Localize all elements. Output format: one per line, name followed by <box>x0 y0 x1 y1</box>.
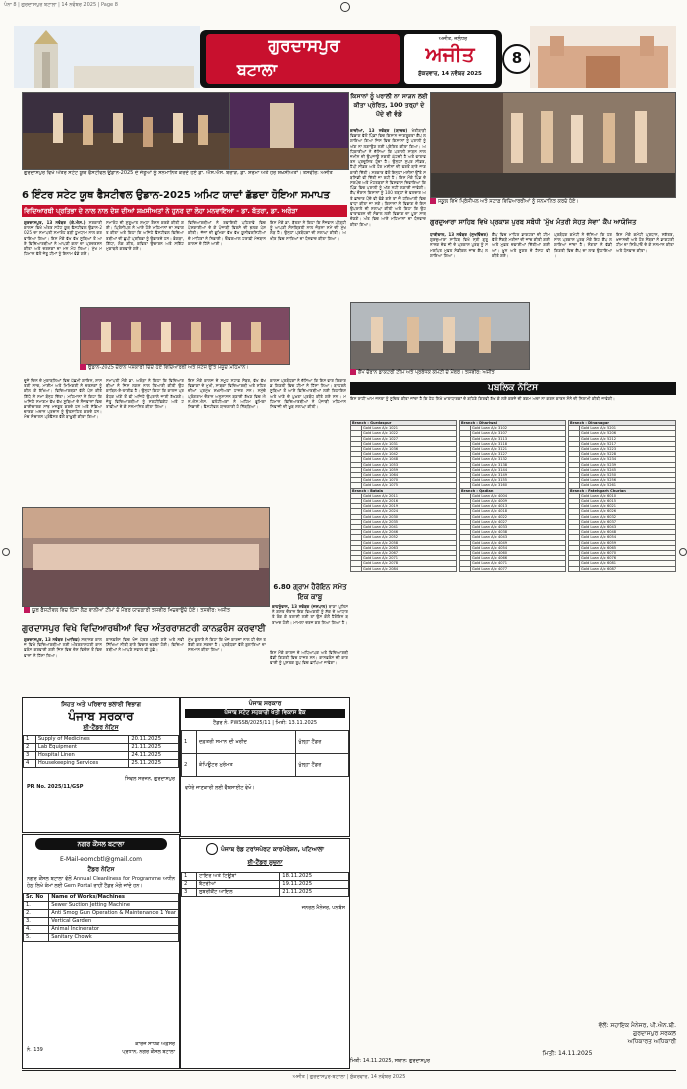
story4-body: ਕਾਹਨੂੰਵਾਨ, 13 ਨਵੰਬਰ (ਜਸਪਾਲ) ਥਾਣਾ ਪੁਲਿਸ ਨੇ ਗਸ਼ਤ ਦੌਰਾਨ ਇਕ ਵਿਅਕਤੀ ਨੂੰ ਸ਼ੱਕ ਦੇ ਆਧਾਰ ਤੇ ਰੋਕ ਕੇ ਤਲਾਸ਼ੀ ਲਈ ਤਾਂ ਉਸ ਕੋਲੋਂ ਹੈਰੋਇਨ ਬਰਾਮਦ ਹੋਈ। ਮਾਮਲਾ ਦਰਜ ਕਰ ਲਿਆ ਗਿਆ ਹੈ। <box>272 604 348 625</box>
table-cell-account: Gold Loan A/c 4033 <box>471 525 566 530</box>
top-strip: ਪੰਨਾ 8 | ਗੁਰਦਾਸਪੁਰ ਬਟਾਲਾ | 14 ਨਵੰਬਰ 2025 | Page 8 <box>4 2 118 8</box>
story5-col-3: ਪ੍ਰਬੰਧਕ ਕਮੇਟੀ ਨੇ ਦੱਸਿਆ ਕਿ ਹਰ ਸਾਲ ਪ੍ਰਕਾਸ਼ ਪੁਰਬ ਮੌਕੇ ਇਹ ਕੈਂਪ ਲਗਾਇਆ ਜਾਂਦਾ ਹੈ। ਸੰਗਤਾਂ ਨੇ ਵੱਡੀ ਗਿਣਤੀ ਵਿਚ ਕੈਂਪ ਦਾ ਲਾਭ ਉਠਾਇਆ। <box>554 232 612 258</box>
story2-col-3: ਮੁੱਖ ਬੁਲਾਰੇ ਨੇ ਕਿਹਾ ਕਿ ਖੋਜ ਕਾਰਜਾਂ ਨਾਲ ਹੀ ਦੇਸ਼ ਤਰੱਕੀ ਕਰ ਸਕਦਾ ਹੈ। ਪ੍ਰਬੰਧਕਾਂ ਵੱਲੋਂ ਬੁਲਾਰਿਆਂ ਦਾ ਸਨਮਾਨ ਕੀਤਾ ਗਿਆ। <box>188 637 266 653</box>
table-cell-account: Gold Loan A/c 3118 <box>471 441 566 446</box>
table-cell-account: Gold Loan A/c 2016 <box>362 499 457 504</box>
story5-top-caption-text: ਸਕੂਲ ਵਿਖੇ ਪ੍ਰਿੰਸੀਪਲ ਅਤੇ ਸਟਾਫ਼ ਵਿਦਿਆਰਥੀਆਂ ਨੂੰ ਸਨਮਾਨਿਤ ਕਰਦੇ ਹੋਏ। <box>438 198 579 205</box>
lead-dateline: ਗੁਰਦਾਸਪੁਰ, 13 ਨਵੰਬਰ (ਕੇ.ਐਸ.) <box>24 220 86 225</box>
footer-strip: ਅਜੀਤ | ਗੁਰਦਾਸਪੁਰ-ਬਟਾਲਾ | ਸ਼ੁੱਕਰਵਾਰ, 14 ਨਵੰਬਰ 2025 <box>292 1074 406 1080</box>
story2-col-1: ਗੁਰਦਾਸਪੁਰ, 13 ਨਵੰਬਰ (ਆਰਿਫ਼) ਸਥਾਨਕ ਕਾਲਜ ਵਿਖੇ ਵਿਦਿਆਰਥੀਆਂ ਲਈ ਅੰਤਰਰਾਸ਼ਟਰੀ ਕਾਨਫ਼ਰੰਸ ਕਰਵਾਈ ਗਈ ਜਿਸ ਵਿਚ ਦੇਸ਼ ਵਿਦੇਸ਼ ਤੋਂ ਵਿਦਵਾਨਾਂ ਨੇ ਹਿੱਸਾ ਲਿਆ। <box>24 637 102 658</box>
table-cell-account: Gold Loan A/c 3127 <box>471 452 566 457</box>
table-cell-account: Gold Loan A/c 6081 <box>580 561 676 566</box>
table-row: 5. Sanitary Chowk <box>24 934 179 942</box>
public-notice-table-a <box>350 420 457 572</box>
table-row: 1 Supply of Medicines 20.11.2025 <box>24 736 179 744</box>
table-cell-account: Gold Loan A/c 2078 <box>362 561 457 566</box>
story2-col-4: ਇਸ ਮੌਕੇ ਕਾਲਜ ਦੇ ਅਧਿਆਪਕ ਅਤੇ ਵਿਦਿਆਰਥੀ ਵੱਡੀ ਗਿਣਤੀ ਵਿਚ ਹਾਜ਼ਰ ਸਨ। ਕਾਨਫ਼ਰੰਸ ਦੀ ਕਾਰਵਾਈ ਨੂੰ ਪੁਸਤਕ ਰੂਪ ਵਿਚ ਛਾਪਿਆ ਜਾਵੇਗਾ। <box>270 650 348 666</box>
table-cell-account: Gold Loan A/c 1027 <box>362 436 457 441</box>
table-row <box>460 566 566 571</box>
ad-municipal-memo: ਨੰ. 139 <box>27 1047 43 1053</box>
story4-headline: 6.80 ਗ੍ਰਾਮ ਹੈਰੋਇਨ ਸਮੇਤ ਇਕ ਕਾਬੂ <box>273 583 347 601</box>
story4-dateline: ਕਾਹਨੂੰਵਾਨ, 13 ਨਵੰਬਰ (ਜਸਪਾਲ) <box>272 604 328 609</box>
table-row: 1 ਦਫ਼ਤਰੀ ਸਮਾਨ ਦੀ ਖ਼ਰੀਦ ਖੁੱਲ੍ਹਾ ਟੈਂਡਰ <box>182 731 349 754</box>
ad-coop-line: ਟੈਂਡਰ ਨੰ. PWSSB/2025/11 | ਮਿਤੀ: 13.11.2025 <box>212 720 317 726</box>
table-cell-account: Gold Loan A/c 2067 <box>362 551 457 556</box>
table-cell-account: Gold Loan A/c 2058 <box>362 540 457 545</box>
table-cell-account: Gold Loan A/c 5261 <box>580 483 676 488</box>
table-cell-account: Gold Loan A/c 3113 <box>471 436 566 441</box>
table-cell-account: Gold Loan A/c 1070 <box>362 478 457 483</box>
table-cell-account: Gold Loan A/c 3121 <box>471 447 566 452</box>
registration-mark-icon <box>340 2 350 12</box>
lead-photo-2 <box>229 92 349 170</box>
ad-coop-top: ਪੰਜਾਬ ਸਰਕਾਰ <box>248 700 282 707</box>
ad-health-title: ਪੰਜਾਬ ਸਰਕਾਰ <box>68 709 134 723</box>
table-cell-account: Gold Loan A/c 1022 <box>362 431 457 436</box>
story5-camp-caption <box>350 369 528 381</box>
table-cell-account: Branch : Fatehgarh Churian <box>569 488 676 493</box>
lead-col-3: ਵਿਦਿਆਰਥੀਆਂ ਨੇ ਰਵਾਇਤੀ ਪਹਿਰਾਵੇ ਵਿਚ ਪੇਸ਼ਕਾਰੀਆਂ ਦੇ ਕੇ ਪੰਜਾਬੀ ਵਿਰਸੇ ਦੀ ਝਲਕ ਪੇਸ਼ ਕੀਤੀ। ਜੱਜਾਂ ਦੀ ਭੂਮਿਕਾ ਵੱਖ ਵੱਖ ਯੂਨੀਵਰਸਿਟੀਆਂ ਦੇ ਮਾਹਿਰਾਂ ਨੇ ਨਿਭਾਈ। ਓਵਰਆਲ ਟਰਾਫ਼ੀ ਮੇਜ਼ਬਾਨ ਕਾਲਜ ਦੇ ਹਿੱਸੇ ਆਈ। <box>188 220 266 246</box>
lead-col-6: ਸਮਾਪਤੀ ਮੌਕੇ ਡਾ. ਅਰੋੜਾ ਨੇ ਕਿਹਾ ਕਿ ਵਿਦਿਆਰਥੀਆਂ ਨੇ ਜਿਸ ਲਗਨ ਨਾਲ ਤਿਆਰੀ ਕੀਤੀ ਉਹ ਕਾਬਿਲ-ਏ-ਤਾਰੀਫ਼ ਹੈ। ਉਨ੍ਹਾਂ ਕਿਹਾ ਕਿ ਕਾਲਜ ਪ੍ਰਬੰਧਕ ਅੱਗੇ ਤੋਂ ਵੀ ਅਜਿਹੇ ਉਪਰਾਲੇ ਜਾਰੀ ਰੱਖਣਗੇ। ਜੇਤੂ ਵਿਦਿਆਰਥੀਆਂ ਨੂੰ ਸਰਟੀਫਿਕੇਟ ਅਤੇ ਟਰਾਫ਼ੀਆਂ ਦੇ ਕੇ ਸਨਮਾਨਿਤ ਕੀਤਾ ਗਿਆ। <box>106 378 184 410</box>
masthead-city-bottom: ਬਟਾਲਾ <box>236 60 278 79</box>
ad-municipal-sign-right: ਪ੍ਰਧਾਨ, ਨਗਰ ਕੌਂਸਲ ਬਟਾਲਾ <box>122 1049 175 1055</box>
table-cell-account: Gold Loan A/c 3144 <box>471 467 566 472</box>
lead-inner-caption-text: ਉਡਾਨ-2025 ਦੌਰਾਨ ਪੇਸ਼ਕਾਰੀ ਦਿੰਦੇ ਹੋਏ ਵਿਦਿਆਰਥੀ ਅਤੇ ਸਟੇਜ ਉੱਤੇ ਮੌਜੂਦ ਮਹਿਮਾਨ। <box>88 364 249 371</box>
table-cell-account: Gold Loan A/c 1059 <box>362 467 457 472</box>
table-cell-account: Branch : Dhariwal <box>460 421 566 426</box>
story5-col-1: ਧਾਰੀਵਾਲ, 13 ਨਵੰਬਰ (ਸੁਖਵਿੰਦਰ) ਗੁਰਦੁਆਰਾ ਸਾਹਿਬ ਵਿਖੇ ਸ੍ਰੀ ਗੁਰੂ ਨਾਨਕ ਦੇਵ ਜੀ ਦੇ ਪ੍ਰਕਾਸ਼ ਪੁਰਬ ਨੂੰ ਸਮਰਪਿਤ ਮੁਫ਼ਤ ਮੈਡੀਕਲ ਜਾਂਚ ਕੈਂਪ ਲਗਾਇਆ ਗਿਆ। <box>430 232 488 258</box>
ad-prtc-sub: ਈ-ਟੈਂਡਰ ਸੂਚਨਾ <box>247 859 283 866</box>
ad-health-dept <box>22 697 180 833</box>
story5-camp-caption-text: ਕੈਂਪ ਦੌਰਾਨ ਡਾਕਟਰੀ ਟੀਮ ਅਤੇ ਪ੍ਰਬੰਧਕ ਕਮੇਟੀ ਦੇ ਮੈਂਬਰ। ਤਸਵੀਰ: ਅਜੀਤ <box>358 369 495 376</box>
table-row: 1 ਟਾਇਰ ਅਤੇ ਟਿਊਬਾਂ 18.11.2025 <box>182 873 349 881</box>
table-row: 4. Animal Incinerator <box>24 926 179 934</box>
story5-top-photo <box>430 92 676 198</box>
table-cell-account: Gold Loan A/c 4004 <box>471 493 566 498</box>
table-cell-account: Gold Loan A/c 6043 <box>580 525 676 530</box>
caption-marker-icon <box>430 198 436 204</box>
ad-health-table <box>23 735 179 768</box>
table-cell-account: Gold Loan A/c 3107 <box>471 431 566 436</box>
ad-coop-title: ਪੰਜਾਬ ਸਟੇਟ ਸਹਕਾਰੀ ਖੇਤੀ ਵਿਕਾਸ ਬੈਂਕ <box>185 709 345 718</box>
story3-body: ਕਾਦੀਆਂ, 13 ਨਵੰਬਰ (ਯਾਦਵ) ਖੇਤੀਬਾੜੀ ਵਿਭਾਗ ਵੱਲੋਂ ਪਿੰਡਾਂ ਵਿਚ ਕਿਸਾਨ ਜਾਗਰੂਕਤਾ ਕੈਂਪ ਲਗਾਇਆ ਗਿਆ ਜਿਸ ਵਿਚ ਕਿਸਾਨਾਂ ਨੂੰ ਪਰਾਲੀ ਨੂੰ ਅੱਗ ਨਾ ਲਗਾਉਣ ਲਈ ਪ੍ਰੇਰਿਤ ਕੀਤਾ ਗਿਆ। ਅਧਿਕਾਰੀਆਂ ਨੇ ਦੱਸਿਆ ਕਿ ਪਰਾਲੀ ਸਾੜਨ ਨਾਲ ਜ਼ਮੀਨ ਦੀ ਉਪਜਾਊ ਸ਼ਕਤੀ ਘੱਟਦੀ ਹੈ ਅਤੇ ਵਾਤਾਵਰਨ ਪ੍ਰਦੂਸ਼ਿਤ ਹੁੰਦਾ ਹੈ। ਉਨ੍ਹਾਂ ਸੁਪਰ ਸੀਡਰ, ਹੈਪੀ ਸੀਡਰ ਅਤੇ ਹੋਰ ਮਸ਼ੀਨਾਂ ਦੀ ਵਰਤੋਂ ਬਾਰੇ ਜਾਣਕਾਰੀ ਦਿੱਤੀ। ਸਰਕਾਰ ਵੱਲੋਂ ਇਨ੍ਹਾਂ ਮਸ਼ੀਨਾਂ ਉੱਤੇ ਸਬਸਿਡੀ ਵੀ ਦਿੱਤੀ ਜਾ ਰਹੀ ਹੈ। ਇਸ ਮੌਕੇ ਪਿੰਡ ਦੇ ਸਰਪੰਚ ਅਤੇ ਮੋਹਤਬਰਾਂ ਨੇ ਵਿਸ਼ਵਾਸ ਦਿਵਾਇਆ ਕਿ ਪਿੰਡ ਵਿਚ ਪਰਾਲੀ ਨੂੰ ਅੱਗ ਨਹੀਂ ਲਗਾਈ ਜਾਵੇਗੀ। ਕੈਂਪ ਦੌਰਾਨ ਕਿਸਾਨਾਂ ਨੂੰ 100 ਤਰ੍ਹਾਂ ਦੇ ਫਲਦਾਰ ਅਤੇ ਛਾਂਦਾਰ ਪੌਦੇ ਵੀ ਵੰਡੇ ਗਏ ਤਾਂ ਜੋ ਹਰਿਆਲੀ ਵਿਚ ਵਾਧਾ ਕੀਤਾ ਜਾ ਸਕੇ। ਕਿਸਾਨਾਂ ਨੇ ਵਿਭਾਗ ਦੇ ਇਸ ਉਪਰਾਲੇ ਦੀ ਸ਼ਲਾਘਾ ਕੀਤੀ ਅਤੇ ਕਿਹਾ ਕਿ ਉਹ ਵਾਤਾਵਰਨ ਦੀ ਸੰਭਾਲ ਲਈ ਵਿਭਾਗ ਦਾ ਪੂਰਾ ਸਾਥ ਦੇਣਗੇ। ਅੰਤ ਵਿਚ ਆਏ ਮਹਿਮਾਨਾਂ ਦਾ ਧੰਨਵਾਦ ਕੀਤਾ ਗਿਆ। <box>350 128 426 227</box>
public-notice-title: ਪਬਲਿਕ ਨੋਟਿਸ <box>488 383 538 393</box>
table-cell-account: Gold Loan A/c 1031 <box>362 441 457 446</box>
table-cell-account: Gold Loan A/c 5212 <box>580 436 676 441</box>
story3-headline: ਕਿਸਾਨਾਂ ਨੂੰ ਪਰਾਲੀ ਨਾ ਸਾੜਨ ਲਈ ਕੀਤਾ ਪ੍ਰੇਰਿਤ, 100 ਤਰ੍ਹਾਂ ਦੇ ਪੌਦੇ ਵੀ ਵੰਡੇ <box>350 93 428 118</box>
table-cell-account: Gold Loan A/c 2046 <box>362 530 457 535</box>
table-cell-account: Gold Loan A/c 6054 <box>580 535 676 540</box>
ad-municipal-table <box>23 893 179 942</box>
table-cell-account: Gold Loan A/c 4043 <box>471 535 566 540</box>
table-cell-account: Gold Loan A/c 5234 <box>580 457 676 462</box>
story5-dateline: ਧਾਰੀਵਾਲ, 13 ਨਵੰਬਰ (ਸੁਖਵਿੰਦਰ) <box>430 232 488 237</box>
bottom-rule <box>22 1070 676 1071</box>
table-cell-account: Gold Loan A/c 5201 <box>580 426 676 431</box>
story5-top-caption <box>430 198 674 212</box>
table-cell-account: Gold Loan A/c 6048 <box>580 530 676 535</box>
table-cell-account: Gold Loan A/c 4027 <box>471 519 566 524</box>
ad-municipal-tender <box>22 834 180 1069</box>
table-cell-account: Gold Loan A/c 3149 <box>471 473 566 478</box>
table-row: 3 ਲੁਬਰੀਕੈਂਟ ਆਇਲ 21.11.2025 <box>182 889 349 897</box>
ad-municipal-intro: ਨਗਰ ਕੌਂਸਲ ਬਟਾਲਾ ਵੱਲੋਂ Annual Cleanliness for Programme ਅਧੀਨ ਹੇਠ ਲਿਖੇ ਕੰਮਾਂ ਲਈ Gem Portal ਰਾਹੀਂ ਟੈਂਡਰ ਮੰਗੇ ਜਾਂਦੇ ਹਨ। <box>27 876 175 889</box>
ad-municipal-title: ਨਗਰ ਕੌਂਸਲ ਬਟਾਲਾ <box>35 838 167 850</box>
table-row <box>351 566 457 571</box>
masthead-right-illustration <box>530 26 676 88</box>
lead-col-8: ਕਾਲਜ ਪ੍ਰਬੰਧਕਾਂ ਨੇ ਦੱਸਿਆ ਕਿ ਇਸ ਵਾਰ ਰਿਕਾਰਡ ਗਿਣਤੀ ਵਿਚ ਟੀਮਾਂ ਨੇ ਹਿੱਸਾ ਲਿਆ। ਬਾਹਰਲੇ ਸੂਬਿਆਂ ਤੋਂ ਆਏ ਵਿਦਿਆਰਥੀਆਂ ਲਈ ਰਿਹਾਇਸ਼ ਅਤੇ ਖਾਣੇ ਦੇ ਪੁਖ਼ਤਾ ਪ੍ਰਬੰਧ ਕੀਤੇ ਗਏ ਸਨ। ਮਹਿਮਾਨ ਵਿਦਿਆਰਥੀਆਂ ਨੇ ਪੰਜਾਬੀ ਮਹਿਮਾਨ ਨਿਵਾਜ਼ੀ ਦੀ ਖੂਬ ਸ਼ਲਾਘਾ ਕੀਤੀ। <box>270 378 346 410</box>
public-notice-signature: ਅਧਿਕਾਰਤ ਅਧਿਕਾਰੀ <box>627 1038 676 1045</box>
emblem-icon <box>206 843 218 855</box>
table-cell-account: Gold Loan A/c 2041 <box>362 525 457 530</box>
ad-coop-table <box>181 730 349 777</box>
notice-sign-line1: ਵੱਲੋਂ: ਸਹਾਇਕ ਮੈਨੇਜਰ, ਪੀ.ਐਨ.ਬੀ. <box>598 1022 676 1029</box>
table-cell-account: Gold Loan A/c 4049 <box>471 540 566 545</box>
table-row: 3. Vertical Garden <box>24 918 179 926</box>
table-cell-account: Gold Loan A/c 6010 <box>580 493 676 498</box>
public-notice-col-c <box>568 420 676 1018</box>
table-cell-account: Gold Loan A/c 6037 <box>580 519 676 524</box>
public-notice-col-a <box>350 420 457 1018</box>
table-cell-account: Gold Loan A/c 4018 <box>471 509 566 514</box>
table-cell-account: Branch : Gurdaspur <box>351 421 457 426</box>
table-cell-account: Gold Loan A/c 4038 <box>471 530 566 535</box>
table-cell-account: Gold Loan A/c 3155 <box>471 478 566 483</box>
story5-camp-photo <box>350 302 530 370</box>
public-notice-col-b <box>459 420 566 1018</box>
table-cell-account: Gold Loan A/c 5228 <box>580 452 676 457</box>
table-cell-account: Gold Loan A/c 6087 <box>580 566 676 571</box>
table-cell-index <box>351 566 362 571</box>
public-notice-intro: ਇਸ ਰਾਹੀਂ ਆਮ ਜਨਤਾ ਨੂੰ ਸੂਚਿਤ ਕੀਤਾ ਜਾਂਦਾ ਹੈ ਕਿ ਹੇਠ ਲਿਖੇ ਖ਼ਾਤਾਧਾਰਕਾਂ ਦੇ ਗਹਿਣੇ ਗਿਰਵੀ ਰੱਖ ਕੇ ਲਏ ਕਰਜ਼ੇ ਦੀ ਰਕਮ ਅਦਾ ਨਾ ਕਰਨ ਕਾਰਨ ਸੋਨੇ ਦੀ ਨਿਲਾਮੀ ਕੀਤੀ ਜਾਵੇਗੀ। <box>350 396 615 401</box>
table-row: 2 ਕੰਪਿਊਟਰ ਮੁਰੰਮਤ ਖੁੱਲ੍ਹਾ ਟੈਂਡਰ <box>182 754 349 777</box>
table-row: 3 Hospital Linen 24.11.2025 <box>24 752 179 760</box>
table-row: 2. Anti Smog Gun Operation & Maintenance 1 Year <box>24 910 179 918</box>
table-cell-account: Gold Loan A/c 2019 <box>362 504 457 509</box>
table-cell-account: Gold Loan A/c 4077 <box>471 566 566 571</box>
masthead-city-top: ਗੁਰਦਾਸਪੁਰ <box>268 36 340 56</box>
ad-coop-note: ਵਧੇਰੇ ਜਾਣਕਾਰੀ ਲਈ ਵੈੱਬਸਾਈਟ ਵੇਖੋ। <box>185 785 255 791</box>
table-cell-account: Gold Loan A/c 2035 <box>362 519 457 524</box>
lead-col-2: ਸਮਾਰੋਹ ਦੀ ਸ਼ੁਰੂਆਤ ਸ਼ਮ੍ਹਾ ਰੌਸ਼ਨ ਕਰਕੇ ਕੀਤੀ ਗਈ। ਪ੍ਰਿੰਸੀਪਲ ਨੇ ਆਏ ਹੋਏ ਮਹਿਮਾਨਾਂ ਦਾ ਸਵਾਗਤ ਕੀਤਾ ਅਤੇ ਕਿਹਾ ਕਿ ਅਜਿਹੇ ਫੈਸਟੀਵਲ ਵਿਦਿਆਰਥੀਆਂ ਦੀ ਛੁਪੀ ਪ੍ਰਤਿਭਾ ਨੂੰ ਉਭਾਰਦੇ ਹਨ। ਭੰਗੜਾ, ਗਿੱਧਾ, ਲੋਕ ਗੀਤ, ਕਵਿਤਾ ਉਚਾਰਨ ਅਤੇ ਸਕਿੱਟ ਮੁਕਾਬਲੇ ਕਰਵਾਏ ਗਏ। <box>106 220 184 252</box>
table-cell-account: Gold Loan A/c 3102 <box>471 426 566 431</box>
table-cell-account: Gold Loan A/c 1036 <box>362 447 457 452</box>
notice-sign-line2: ਗੁਰਦਾਸਪੁਰ ਸਰਕਲ <box>633 1030 676 1037</box>
ad-coop-bank <box>180 697 350 837</box>
story2-col-2: ਕਾਨਫ਼ਰੰਸ ਵਿਚ ਖੋਜ ਪੱਤਰ ਪੜ੍ਹੇ ਗਏ ਅਤੇ ਨਵੀਂ ਸਿੱਖਿਆ ਨੀਤੀ ਬਾਰੇ ਵਿਚਾਰ ਚਰਚਾ ਹੋਈ। ਵਿਦਿਆਰਥੀਆਂ ਨੇ ਆਪਣੇ ਸਵਾਲ ਵੀ ਪੁੱਛੇ। <box>106 637 184 653</box>
table-cell-account: Gold Loan A/c 5256 <box>580 478 676 483</box>
ad-municipal-heading: ਟੈਂਡਰ ਨੋਟਿਸ <box>87 866 115 873</box>
lead-kicker: 6 <box>22 190 29 201</box>
table-cell-account: Branch : Qadian <box>460 488 566 493</box>
lead-inner-photo <box>80 307 290 365</box>
table-cell-account: Gold Loan A/c 4060 <box>471 551 566 556</box>
ad-health-footer: ਸਿਵਲ ਸਰਜਨ, ਗੁਰਦਾਸਪੁਰ <box>124 776 175 782</box>
lead-inner-caption <box>80 364 346 376</box>
caption-marker-icon <box>24 607 30 613</box>
lead-photo-1 <box>22 92 230 170</box>
table-cell-account: Gold Loan A/c 2052 <box>362 535 457 540</box>
table-cell-account: Gold Loan A/c 1042 <box>362 452 457 457</box>
ad-prtc-title: ਪੰਜਾਬ ਰੋਡ ਟਰਾਂਸਪੋਰਟ ਕਾਰਪੋਰੇਸ਼ਨ, ਪਟਿਆਲਾ <box>220 845 324 853</box>
public-notice-footer: ਮਿਤੀ: 14.11.2025, ਸਥਾਨ: ਗੁਰਦਾਸਪੁਰ <box>350 1058 430 1064</box>
table-cell-index <box>569 566 580 571</box>
table-header: Sr. No Name of Works/Machines <box>24 894 179 902</box>
table-row: 2 Lab Equipment 21.11.2025 <box>24 744 179 752</box>
page-number: 8 <box>511 49 523 67</box>
table-cell-account: Gold Loan A/c 6021 <box>580 504 676 509</box>
table-cell-account: Gold Loan A/c 5206 <box>580 431 676 436</box>
table-cell-account: Gold Loan A/c 3160 <box>471 483 566 488</box>
table-cell-account: Gold Loan A/c 4009 <box>471 499 566 504</box>
public-notice-table-b <box>459 420 566 572</box>
table-cell-account: Branch : Dinanagar <box>569 421 676 426</box>
caption-marker-icon <box>80 364 86 370</box>
table-cell-account: Gold Loan A/c 6026 <box>580 509 676 514</box>
table-cell-account: Gold Loan A/c 2024 <box>362 509 457 514</box>
table-cell-account: Gold Loan A/c 1075 <box>362 483 457 488</box>
table-cell-account: Gold Loan A/c 3132 <box>471 457 566 462</box>
ad-prtc-footer: ਜਨਰਲ ਮੈਨੇਜਰ, ਪਨਬੱਸ <box>301 905 345 911</box>
ad-health-ref: PR No. 2025/11/GSP <box>27 784 84 790</box>
table-cell-account: Gold Loan A/c 1053 <box>362 462 457 467</box>
ad-health-top-line: ਸਿਹਤ ਅਤੇ ਪਰਿਵਾਰ ਭਲਾਈ ਵਿਭਾਗ <box>61 701 141 708</box>
lead-subhead: ਵਿਦਿਆਰਥੀ ਪ੍ਰਤਿਭਾ ਦੇ ਨਾਲ ਨਾਲ ਦੇਸ਼ ਦੀਆਂ ਸ਼ਖ਼ਸੀਅਤਾਂ ਨੇ ਹੁਨਰ ਦਾ ਲੋਹਾ ਮਨਵਾਇਆ - ਡਾ. ਬੱਤਰਾ, ਡਾ. ਅਰੋੜਾ <box>24 207 298 215</box>
lead-group-photo <box>22 507 270 607</box>
table-cell-account: Gold Loan A/c 2030 <box>362 514 457 519</box>
ad-municipal-sign-left: ਕਾਰਜ ਸਾਧਕ ਅਫ਼ਸਰ <box>135 1041 175 1047</box>
table-cell-account: Gold Loan A/c 6070 <box>580 551 676 556</box>
table-cell-account: Gold Loan A/c 5223 <box>580 447 676 452</box>
lead-photo-caption: ਗੁਰਦਾਸਪੁਰ ਵਿਖੇ ਅੰਤਰ ਸਟੇਟ ਯੂਥ ਫੈਸਟੀਵਲ ਉਡਾਨ-2025 ਦੇ ਜੇਤੂਆਂ ਨੂੰ ਸਨਮਾਨਿਤ ਕਰਦੇ ਹੋਏ ਡਾ. ਐਸ.ਐਸ. ਬਰਾੜ, ਡਾ. ਸ਼ਰਮਾ ਅਤੇ ਹੋਰ ਸ਼ਖ਼ਸੀਅਤਾਂ। ਤਸਵੀਰ: ਅਜੀਤ <box>24 170 333 176</box>
table-cell-account: Gold Loan A/c 6065 <box>580 545 676 550</box>
public-notice-table-c <box>568 420 676 572</box>
table-cell-account: Gold Loan A/c 4013 <box>471 504 566 509</box>
table-cell-index <box>460 566 471 571</box>
table-cell-account: Gold Loan A/c 4054 <box>471 545 566 550</box>
registration-mark-icon <box>679 548 687 556</box>
table-cell-account: Gold Loan A/c 6015 <box>580 499 676 504</box>
story5-col-2: ਕੈਂਪ ਵਿਚ ਮਾਹਿਰ ਡਾਕਟਰਾਂ ਦੀ ਟੀਮ ਵੱਲੋਂ ਸੈਂਕੜੇ ਮਰੀਜ਼ਾਂ ਦੀ ਜਾਂਚ ਕੀਤੀ ਗਈ ਅਤੇ ਮੁਫ਼ਤ ਦਵਾਈਆਂ ਦਿੱਤੀਆਂ ਗਈਆਂ। ਖ਼ੂਨ ਅਤੇ ਸ਼ੂਗਰ ਦੇ ਟੈਸਟ ਵੀ ਕੀਤੇ ਗਏ। <box>492 232 550 258</box>
table-cell-account: Gold Loan A/c 4022 <box>471 514 566 519</box>
table-cell-account: Branch : Batala <box>351 488 457 493</box>
table-row: 1. Sewer Suction Jetting Machine <box>24 902 179 910</box>
lead-col-5: ਦੂਜੇ ਦਿਨ ਦੇ ਮੁਕਾਬਲਿਆਂ ਵਿਚ ਪੱਛਮੀ ਗਾਇਨ, ਸ਼ਾਸਤਰੀ ਨਾਚ, ਮਾਈਮ ਅਤੇ ਮਿਮਿਕਰੀ ਨੇ ਦਰਸ਼ਕਾਂ ਨੂੰ ਕੀਲ ਕੇ ਰੱਖਿਆ। ਵਿਦਿਆਰਥਣਾਂ ਵੱਲੋਂ ਪੇਸ਼ ਕੀਤੇ ਗਿੱਧੇ ਨੇ ਸਮਾਂ ਬੰਨ੍ਹ ਦਿੱਤਾ। ਮਹਿਮਾਨਾਂ ਨੇ ਕਿਹਾ ਕਿ ਅਜਿਹੇ ਸਮਾਗਮ ਵੱਖ ਵੱਖ ਸੂਬਿਆਂ ਦੇ ਨੌਜਵਾਨਾਂ ਵਿਚ ਭਾਈਚਾਰਕ ਸਾਂਝ ਮਜ਼ਬੂਤ ਕਰਦੇ ਹਨ ਅਤੇ ਸੱਭਿਆਚਾਰਕ ਅਦਾਨ ਪ੍ਰਦਾਨ ਨੂੰ ਉਤਸ਼ਾਹਿਤ ਕਰਦੇ ਹਨ। ਮੰਚ ਸੰਚਾਲਨ ਪ੍ਰੋਫੈਸਰ ਵੱਲੋਂ ਬਾਖ਼ੂਬੀ ਕੀਤਾ ਗਿਆ। <box>24 378 102 420</box>
lead-col-1: ਗੁਰਦਾਸਪੁਰ, 13 ਨਵੰਬਰ (ਕੇ.ਐਸ.) ਸਰਕਾਰੀ ਕਾਲਜ ਵਿਖੇ ਅੰਤਰ ਸਟੇਟ ਯੂਥ ਫੈਸਟੀਵਲ ਉਡਾਨ-2025 ਦਾ ਸਮਾਪਤੀ ਸਮਾਰੋਹ ਬੜੀ ਧੂਮਧਾਮ ਨਾਲ ਕਰਵਾਇਆ ਗਿਆ। ਇਸ ਮੌਕੇ ਵੱਖ ਵੱਖ ਸੂਬਿਆਂ ਤੋਂ ਆਏ ਵਿਦਿਆਰਥੀਆਂ ਨੇ ਆਪਣੀ ਕਲਾ ਦਾ ਪ੍ਰਦਰਸ਼ਨ ਕੀਤਾ ਅਤੇ ਦਰਸ਼ਕਾਂ ਦਾ ਮਨ ਮੋਹ ਲਿਆ। ਮੁੱਖ ਮਹਿਮਾਨ ਵੱਲੋਂ ਜੇਤੂ ਟੀਮਾਂ ਨੂੰ ਇਨਾਮ ਵੰਡੇ ਗਏ। <box>24 220 102 257</box>
table-cell-account: Gold Loan A/c 2071 <box>362 556 457 561</box>
ad-prtc-table <box>181 872 349 897</box>
lead-group-caption-text: ਯੂਥ ਫੈਸਟੀਵਲ ਵਿਚ ਹਿੱਸਾ ਲੈਣ ਵਾਲੀਆਂ ਟੀਮਾਂ ਦੇ ਮੈਂਬਰ ਯਾਦਗਾਰੀ ਤਸਵੀਰ ਖਿਚਵਾਉਂਦੇ ਹੋਏ। ਤਸਵੀਰ: ਅਜੀਤ <box>32 607 231 614</box>
table-cell-account: Gold Loan A/c 4071 <box>471 561 566 566</box>
registration-mark-icon <box>2 548 10 556</box>
table-cell-account: Gold Loan A/c 6059 <box>580 540 676 545</box>
story3-dateline: ਕਾਦੀਆਂ, 13 ਨਵੰਬਰ (ਯਾਦਵ) <box>350 128 408 133</box>
table-cell-account: Gold Loan A/c 6076 <box>580 556 676 561</box>
table-row: 2 ਬੈਟਰੀਆਂ 19.11.2025 <box>182 881 349 889</box>
masthead-left-illustration <box>14 26 200 88</box>
notice-sign-date: ਮਿਤੀ: 14.11.2025 <box>542 1050 593 1057</box>
ad-health-subtitle: ਈ-ਟੈਂਡਰ ਨੋਟਿਸ <box>83 724 119 731</box>
story2-dateline: ਗੁਰਦਾਸਪੁਰ, 13 ਨਵੰਬਰ (ਆਰਿਫ਼) <box>24 637 80 642</box>
table-cell-account: Gold Loan A/c 5217 <box>580 441 676 446</box>
table-cell-account: Gold Loan A/c 1021 <box>362 426 457 431</box>
story5-col-4: ਇਸ ਮੌਕੇ ਕਮੇਟੀ ਪ੍ਰਧਾਨ, ਸਕੱਤਰ, ਖ਼ਜ਼ਾਨਚੀ ਅਤੇ ਹੋਰ ਮੈਂਬਰਾਂ ਨੇ ਡਾਕਟਰੀ ਟੀਮ ਦਾ ਸਿਰੋਪਾਓ ਦੇ ਕੇ ਸਨਮਾਨ ਕੀਤਾ ਅਤੇ ਧੰਨਵਾਦ ਕੀਤਾ। <box>616 232 674 253</box>
story2-headline: ਗੁਰਦਾਸਪੁਰ ਵਿਖੇ ਵਿਦਿਆਰਥੀਆਂ ਵਿਚ ਅੰਤਰਰਾਸ਼ਟਰੀ ਕਾਨਫ਼ਰੰਸ ਕਰਵਾਈ <box>22 624 266 634</box>
lead-headline <box>22 188 347 204</box>
table-cell-account: Gold Loan A/c 5239 <box>580 462 676 467</box>
table-cell-account: Gold Loan A/c 6032 <box>580 514 676 519</box>
table-row: 4 Housekeeping Services 25.11.2025 <box>24 760 179 768</box>
table-cell-account: Gold Loan A/c 4066 <box>471 556 566 561</box>
table-cell-account: Gold Loan A/c 2084 <box>362 566 457 571</box>
table-cell-account: Gold Loan A/c 3138 <box>471 462 566 467</box>
masthead-date: ਸ਼ੁੱਕਰਵਾਰ, 14 ਨਵੰਬਰ 2025 <box>418 71 482 77</box>
ad-prtc <box>180 838 350 1069</box>
lead-col-7: ਇਸ ਮੌਕੇ ਕਾਲਜ ਦੇ ਸਮੂਹ ਸਟਾਫ਼ ਮੈਂਬਰ, ਵੱਖ ਵੱਖ ਵਿਭਾਗਾਂ ਦੇ ਮੁਖੀ, ਸਾਬਕਾ ਵਿਦਿਆਰਥੀ ਅਤੇ ਸ਼ਹਿਰ ਦੀਆਂ ਪ੍ਰਮੁੱਖ ਸ਼ਖ਼ਸੀਅਤਾਂ ਹਾਜ਼ਰ ਸਨ। ਸਮੁੱਚੇ ਪ੍ਰੋਗਰਾਮ ਦੌਰਾਨ ਅਨੁਸ਼ਾਸਨ ਬਣਾਈ ਰੱਖਣ ਵਿਚ ਐਨ.ਐਸ.ਐਸ. ਵਲੰਟੀਅਰਾਂ ਨੇ ਅਹਿਮ ਭੂਮਿਕਾ ਨਿਭਾਈ। ਫੈਸਟੀਵਲ ਯਾਦਗਾਰੀ ਹੋ ਨਿੱਬੜਿਆ। <box>188 378 266 410</box>
table-cell-account: Gold Loan A/c 2011 <box>362 493 457 498</box>
masthead-paper-name: ਅਜੀਤ <box>425 42 475 66</box>
masthead-paper-place: ਅਜੀਤ, ਜਲੰਧਰ <box>438 36 468 42</box>
table-cell-account: Gold Loan A/c 5245 <box>580 467 676 472</box>
lead-headline-text: ਇੰਟਰ ਸਟੇਟ ਯੂਥ ਫੈਸਟੀਵਲ ਉਡਾਨ-2025 ਅਮਿਟ ਯਾਦਾਂ ਛੱਡਦਾ ਹੋਇਆ ਸਮਾਪਤ <box>32 190 330 201</box>
caption-marker-icon <box>350 369 356 375</box>
table-cell-account: Gold Loan A/c 5250 <box>580 473 676 478</box>
lead-col-4: ਇਸ ਮੌਕੇ ਡਾ. ਬੱਤਰਾ ਨੇ ਕਿਹਾ ਕਿ ਨੌਜਵਾਨ ਪੀੜ੍ਹੀ ਨੂੰ ਆਪਣੀ ਸੰਸਕ੍ਰਿਤੀ ਨਾਲ ਜੋੜਨਾ ਸਮੇਂ ਦੀ ਮੁੱਖ ਲੋੜ ਹੈ। ਉਨ੍ਹਾਂ ਪ੍ਰਬੰਧਕਾਂ ਦੀ ਸ਼ਲਾਘਾ ਕੀਤੀ। ਅਖੀਰ ਵਿਚ ਸਾਰਿਆਂ ਦਾ ਧੰਨਵਾਦ ਕੀਤਾ ਗਿਆ। <box>270 220 346 241</box>
table-row <box>569 566 676 571</box>
ad-municipal-email: E-Mail-eomcbtl@gmail.com <box>59 856 143 863</box>
table-cell-account: Gold Loan A/c 2063 <box>362 545 457 550</box>
table-cell-account: Gold Loan A/c 1064 <box>362 473 457 478</box>
story5-headline: ਗੁਰਦੁਆਰਾ ਸਾਹਿਬ ਵਿਖੇ ਪ੍ਰਕਾਸ਼ ਪੁਰਬ ਸਬੰਧੀ 'ਮੁੱਖ ਮੰਤਰੀ ਸੇਹਤ ਸੇਵਾ' ਕੈਂਪ ਆਯੋਜਿਤ <box>430 218 637 226</box>
table-cell-account: Gold Loan A/c 1048 <box>362 457 457 462</box>
